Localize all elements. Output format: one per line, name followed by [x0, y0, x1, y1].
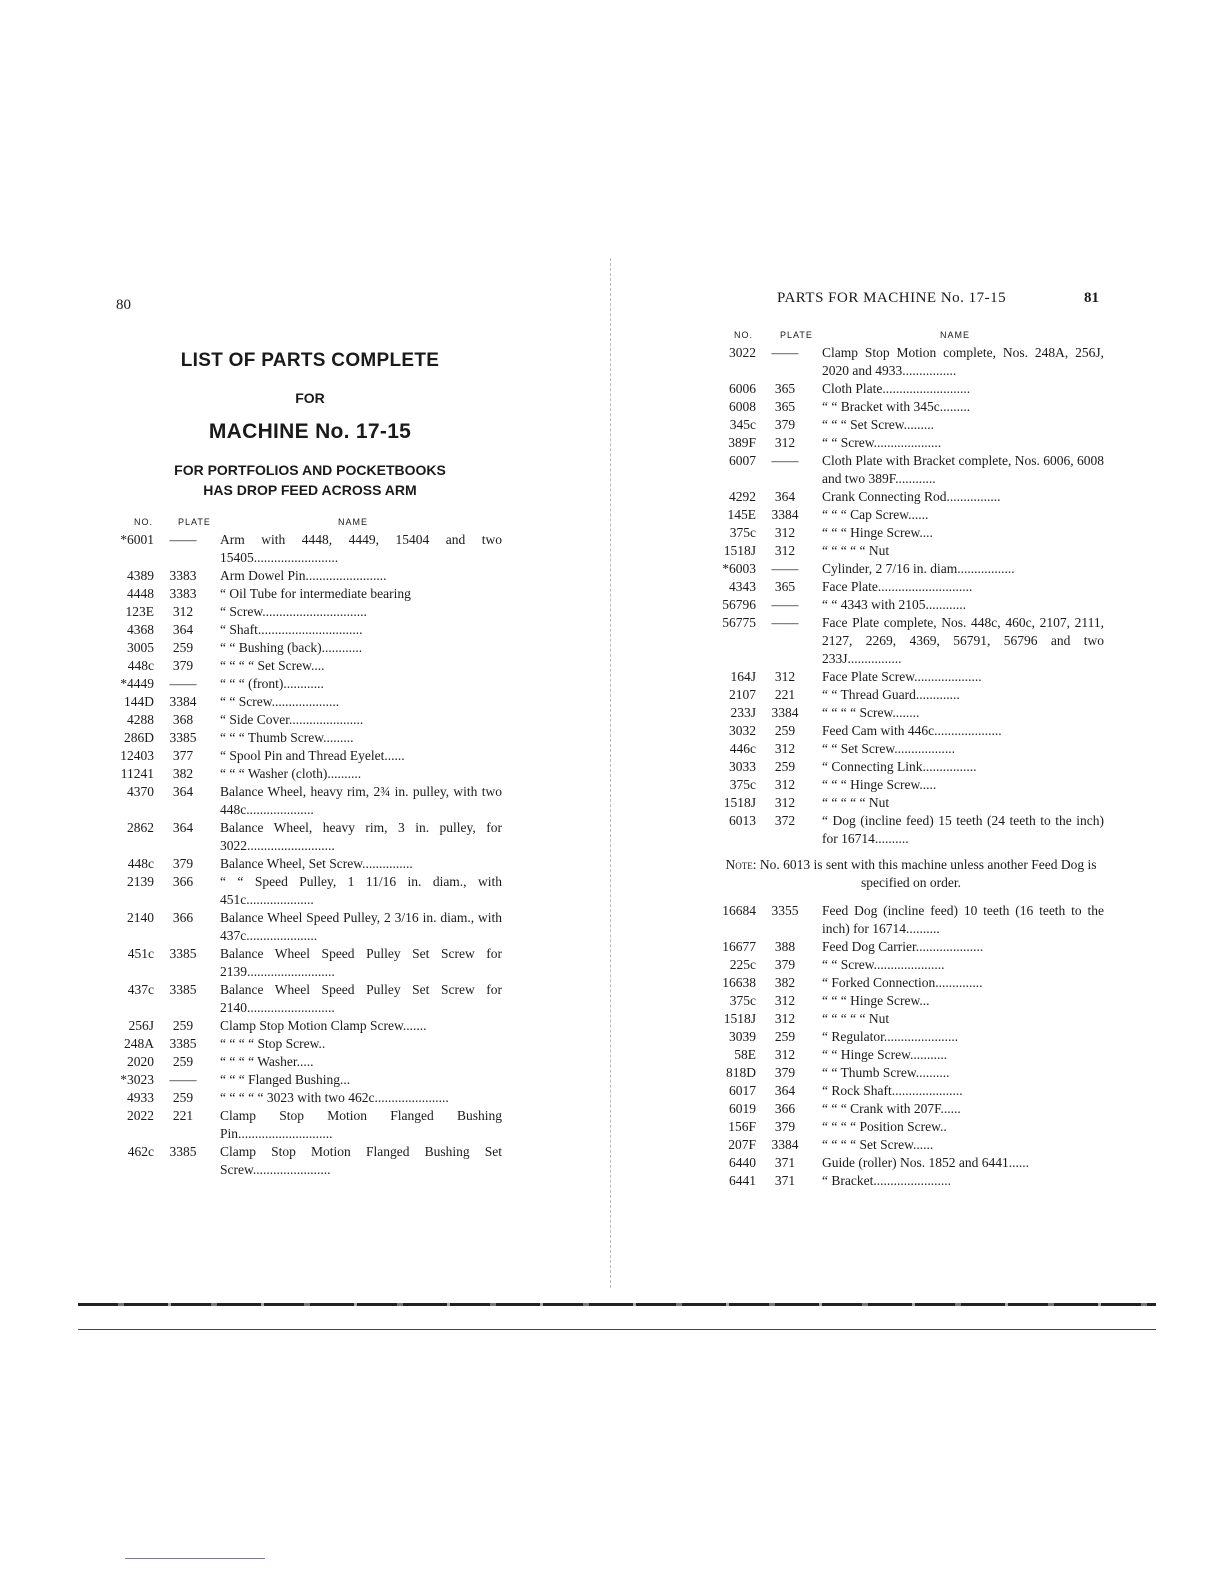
header-no: NO. — [734, 330, 754, 340]
plate-number: 382 — [172, 766, 194, 781]
part-number: 286D — [124, 730, 154, 745]
right-parts-list — [718, 328, 1104, 1190]
part-name: Balance Wheel Speed Pulley, 2 3/16 in. diam., with 437c..................... — [220, 910, 502, 943]
table-row — [718, 1118, 1104, 1136]
footnote-rule — [125, 1558, 265, 1559]
part-number: 818D — [726, 1065, 756, 1080]
plate-number: 312 — [774, 777, 796, 792]
part-number: *6001 — [120, 532, 154, 547]
part-name: Cloth Plate with Bracket complete, Nos. 6006, 6008 and two 389F............ — [822, 453, 1104, 486]
part-name: “ Bracket....................... — [822, 1173, 951, 1188]
plate-number: —— — [771, 561, 799, 576]
part-name: Feed Cam with 446c.................... — [822, 723, 1002, 738]
part-name: “ Side Cover...................... — [220, 712, 364, 727]
part-name: “ Forked Connection.............. — [822, 975, 983, 990]
plate-number: 379 — [774, 417, 796, 432]
table-row — [718, 794, 1104, 812]
part-name: “ “ “ Washer (cloth).......... — [220, 766, 362, 781]
part-name: Face Plate Screw.................... — [822, 669, 982, 684]
plate-number: 312 — [774, 543, 796, 558]
table-row — [718, 434, 1104, 452]
part-name: “ Oil Tube for intermediate bearing — [220, 586, 411, 601]
plate-number: —— — [169, 532, 197, 547]
plate-number: 221 — [172, 1108, 194, 1123]
note — [718, 856, 1104, 892]
table-row — [718, 1100, 1104, 1118]
part-number: 1518J — [723, 543, 756, 558]
plate-number: 3385 — [169, 1144, 197, 1159]
part-name: Balance Wheel, heavy rim, 2¾ in. pulley, with two 448c.................... — [220, 784, 502, 817]
part-name: “ “ “ Set Screw......... — [822, 417, 934, 432]
part-name: “ “ “ “ Set Screw...... — [822, 1137, 934, 1152]
table-row — [112, 567, 502, 585]
subtitle-line-1: FOR PORTFOLIOS AND POCKETBOOKS — [174, 462, 446, 478]
table-row — [112, 873, 502, 909]
part-name: Cloth Plate.......................... — [822, 381, 971, 396]
bottom-rule-thin — [78, 1329, 1156, 1330]
table-row — [718, 488, 1104, 506]
table-row — [718, 596, 1104, 614]
table-row — [718, 560, 1104, 578]
part-name: Cylinder, 2 7/16 in. diam................. — [822, 561, 1015, 576]
header-plate: PLATE — [780, 330, 813, 340]
part-number: 4368 — [127, 622, 154, 637]
table-row — [718, 398, 1104, 416]
table-row — [112, 585, 502, 603]
part-number: 3005 — [127, 640, 154, 655]
plate-number: 379 — [774, 957, 796, 972]
table-row — [112, 531, 502, 567]
table-row — [718, 722, 1104, 740]
table-row — [718, 1064, 1104, 1082]
plate-number: 259 — [172, 1054, 194, 1069]
part-name: “ “ Speed Pulley, 1 11/16 in. diam., with 451c.................... — [220, 874, 502, 907]
plate-number: 366 — [774, 1101, 796, 1116]
part-number: 207F — [728, 1137, 756, 1152]
part-name: “ “ Thread Guard............. — [822, 687, 960, 702]
plate-number: 379 — [774, 1119, 796, 1134]
part-number: 16684 — [722, 903, 756, 918]
subtitle-line-2: HAS DROP FEED ACROSS ARM — [203, 482, 417, 498]
part-number: 145E — [727, 507, 756, 522]
table-row — [718, 1136, 1104, 1154]
part-number: 123E — [125, 604, 154, 619]
note-label: Note: — [725, 857, 757, 872]
plate-number: 312 — [774, 1047, 796, 1062]
title-line-2: FOR — [295, 390, 325, 406]
plate-number: 312 — [774, 741, 796, 756]
part-name: “ “ Screw..................... — [822, 957, 945, 972]
plate-number: 3385 — [169, 946, 197, 961]
part-name: “ Spool Pin and Thread Eyelet...... — [220, 748, 405, 763]
part-number: 2107 — [729, 687, 756, 702]
part-number: 2139 — [127, 874, 154, 889]
table-row — [718, 1010, 1104, 1028]
part-number: 451c — [127, 946, 154, 961]
part-name: Clamp Stop Motion complete, Nos. 248A, 256J, 2020 and 4933................ — [822, 345, 1104, 378]
table-row — [718, 740, 1104, 758]
part-number: 16677 — [722, 939, 756, 954]
part-name: “ “ Screw.................... — [822, 435, 942, 450]
part-name: “ “ “ Thumb Screw......... — [220, 730, 354, 745]
plate-number: 259 — [172, 1090, 194, 1105]
table-row — [718, 614, 1104, 668]
part-name: Face Plate complete, Nos. 448c, 460c, 2107, 2111, 2127, 2269, 4369, 56791, 56796 and two 233J................ — [822, 615, 1104, 666]
part-name: “ “ “ “ “ Nut — [822, 543, 890, 558]
plate-number: 366 — [172, 910, 194, 925]
part-number: 446c — [729, 741, 756, 756]
plate-number: 368 — [172, 712, 194, 727]
plate-number: 3384 — [771, 1137, 799, 1152]
header-no: NO. — [134, 517, 154, 527]
part-name: Face Plate............................ — [822, 579, 973, 594]
table-row — [718, 956, 1104, 974]
table-row — [718, 452, 1104, 488]
part-name: “ “ Bracket with 345c......... — [822, 399, 971, 414]
part-name: Clamp Stop Motion Clamp Screw....... — [220, 1018, 427, 1033]
part-number: 345c — [729, 417, 756, 432]
table-row — [112, 747, 502, 765]
part-name: “ Dog (incline feed) 15 teeth (24 teeth to the inch) for 16714.......... — [822, 813, 1104, 846]
part-name: “ “ “ Crank with 207F...... — [822, 1101, 961, 1116]
table-row — [718, 704, 1104, 722]
table-row — [718, 344, 1104, 380]
part-number: 248A — [124, 1036, 154, 1051]
table-row — [718, 992, 1104, 1010]
table-row — [112, 1089, 502, 1107]
part-name: Balance Wheel, Set Screw............... — [220, 856, 413, 871]
part-number: 1518J — [723, 795, 756, 810]
part-name: “ “ “ Hinge Screw.... — [822, 525, 933, 540]
part-number: 437c — [127, 982, 154, 997]
table-row — [718, 1154, 1104, 1172]
plate-number: 3383 — [169, 586, 197, 601]
part-name: “ “ “ “ Washer..... — [220, 1054, 314, 1069]
table-row — [112, 729, 502, 747]
page-gutter — [610, 258, 611, 1288]
part-number: 448c — [127, 658, 154, 673]
part-number: 2020 — [127, 1054, 154, 1069]
part-number: 375c — [729, 777, 756, 792]
part-number: 6006 — [729, 381, 756, 396]
part-name: “ “ Bushing (back)............ — [220, 640, 363, 655]
part-number: 4448 — [127, 586, 154, 601]
part-name: “ “ “ Flanged Bushing... — [220, 1072, 351, 1087]
part-name: Clamp Stop Motion Flanged Bushing Pin............................ — [220, 1108, 502, 1141]
part-name: “ “ “ Hinge Screw... — [822, 993, 930, 1008]
table-row — [718, 974, 1104, 992]
plate-number: 371 — [774, 1173, 796, 1188]
table-row — [112, 657, 502, 675]
plate-number: 379 — [774, 1065, 796, 1080]
table-row — [718, 686, 1104, 704]
part-number: 3032 — [729, 723, 756, 738]
part-name: “ “ “ “ Position Screw.. — [822, 1119, 947, 1134]
plate-number: 3385 — [169, 730, 197, 745]
part-name: “ “ “ “ “ Nut — [822, 1011, 890, 1026]
table-row — [112, 603, 502, 621]
plate-number: 371 — [774, 1155, 796, 1170]
plate-number: 372 — [774, 813, 796, 828]
part-number: 256J — [128, 1018, 154, 1033]
table-row — [718, 542, 1104, 560]
part-number: 3022 — [729, 345, 756, 360]
part-number: 233J — [730, 705, 756, 720]
part-number: 225c — [729, 957, 756, 972]
table-row — [718, 380, 1104, 398]
table-row — [112, 675, 502, 693]
table-row — [718, 902, 1104, 938]
table-row — [112, 1071, 502, 1089]
left-parts-list — [112, 515, 502, 1179]
plate-number: —— — [771, 453, 799, 468]
table-row — [718, 416, 1104, 434]
part-name: Arm with 4448, 4449, 15404 and two 15405......................... — [220, 532, 502, 565]
part-name: “ “ Screw.................... — [220, 694, 340, 709]
table-row — [718, 1028, 1104, 1046]
part-number: *6003 — [722, 561, 756, 576]
right-rows-a — [718, 344, 1104, 848]
part-name: “ “ “ “ “ Nut — [822, 795, 890, 810]
right-page-number: 81 — [1084, 290, 1099, 306]
table-row — [112, 1053, 502, 1071]
table-row — [112, 783, 502, 819]
table-row — [112, 909, 502, 945]
part-name: Balance Wheel Speed Pulley Set Screw for 2139.......................... — [220, 946, 502, 979]
plate-number: 312 — [774, 993, 796, 1008]
part-number: 6017 — [729, 1083, 756, 1098]
part-name: Clamp Stop Motion Flanged Bushing Set Screw....................... — [220, 1144, 502, 1177]
plate-number: —— — [169, 676, 197, 691]
table-row — [718, 776, 1104, 794]
left-rows — [112, 531, 502, 1179]
table-row — [718, 812, 1104, 848]
header-plate: PLATE — [178, 517, 211, 527]
plate-number: 259 — [172, 640, 194, 655]
part-number: 56796 — [722, 597, 756, 612]
plate-number: 377 — [172, 748, 194, 763]
part-number: 56775 — [722, 615, 756, 630]
part-number: 4933 — [127, 1090, 154, 1105]
part-number: 2140 — [127, 910, 154, 925]
part-name: “ “ “ Cap Screw...... — [822, 507, 929, 522]
part-number: 6019 — [729, 1101, 756, 1116]
part-number: 11241 — [120, 766, 154, 781]
table-row — [112, 981, 502, 1017]
part-number: 1518J — [723, 1011, 756, 1026]
plate-number: 365 — [774, 579, 796, 594]
table-row — [112, 1143, 502, 1179]
part-number: 4370 — [127, 784, 154, 799]
table-row — [112, 1107, 502, 1143]
table-row — [718, 668, 1104, 686]
table-row — [718, 578, 1104, 596]
part-number: 448c — [127, 856, 154, 871]
plate-number: 364 — [774, 1083, 796, 1098]
part-name: “ Rock Shaft..................... — [822, 1083, 963, 1098]
part-name: Balance Wheel Speed Pulley Set Screw for 2140.......................... — [220, 982, 502, 1015]
part-name: “ Shaft............................... — [220, 622, 363, 637]
plate-number: 364 — [172, 784, 194, 799]
part-name: “ “ “ (front)............ — [220, 676, 324, 691]
part-number: 156F — [728, 1119, 756, 1134]
header-name: NAME — [338, 517, 369, 527]
part-name: “ “ Hinge Screw........... — [822, 1047, 948, 1062]
part-name: Feed Dog (incline feed) 10 teeth (16 teeth to the inch) for 16714.......... — [822, 903, 1104, 936]
part-number: 6440 — [729, 1155, 756, 1170]
plate-number: 364 — [172, 622, 194, 637]
left-page-number: 80 — [116, 297, 131, 313]
part-name: Guide (roller) Nos. 1852 and 6441...... — [822, 1155, 1029, 1170]
table-row — [112, 945, 502, 981]
table-row — [112, 1035, 502, 1053]
part-name: “ “ “ Hinge Screw..... — [822, 777, 937, 792]
part-name: “ “ “ “ “ 3023 with two 462c...................... — [220, 1090, 449, 1105]
plate-number: 3384 — [771, 705, 799, 720]
part-number: *4449 — [120, 676, 154, 691]
part-name: “ “ “ “ Set Screw.... — [220, 658, 325, 673]
title-line-1: LIST OF PARTS COMPLETE — [180, 350, 440, 371]
plate-number: 259 — [774, 723, 796, 738]
plate-number: 312 — [172, 604, 194, 619]
part-number: 4292 — [729, 489, 756, 504]
table-row — [112, 639, 502, 657]
title-block — [120, 350, 500, 500]
part-number: 4288 — [127, 712, 154, 727]
plate-number: 312 — [774, 669, 796, 684]
bottom-rule — [78, 1303, 1156, 1306]
part-name: Feed Dog Carrier.................... — [822, 939, 984, 954]
plate-number: 312 — [774, 1011, 796, 1026]
plate-number: 259 — [774, 1029, 796, 1044]
part-number: 4389 — [127, 568, 154, 583]
part-number: 4343 — [729, 579, 756, 594]
part-name: “ “ 4343 with 2105............ — [822, 597, 966, 612]
plate-number: 312 — [774, 435, 796, 450]
part-number: 2022 — [127, 1108, 154, 1123]
plate-number: 312 — [774, 525, 796, 540]
part-name: “ “ Set Screw.................. — [822, 741, 955, 756]
plate-number: 365 — [774, 381, 796, 396]
table-row — [112, 693, 502, 711]
table-row — [112, 711, 502, 729]
plate-number: —— — [169, 1072, 197, 1087]
plate-number: 364 — [172, 820, 194, 835]
table-row — [112, 819, 502, 855]
part-number: 6008 — [729, 399, 756, 414]
part-name: Balance Wheel, heavy rim, 3 in. pulley, for 3022.......................... — [220, 820, 502, 853]
header-name: NAME — [940, 330, 971, 340]
part-number: 12403 — [120, 748, 154, 763]
plate-number: 379 — [172, 658, 194, 673]
part-number: 164J — [730, 669, 756, 684]
part-number: *3023 — [120, 1072, 154, 1087]
plate-number: —— — [771, 597, 799, 612]
table-row — [718, 1046, 1104, 1064]
plate-number: —— — [771, 615, 799, 630]
table-row — [718, 1082, 1104, 1100]
table-row — [112, 1017, 502, 1035]
part-name: “ Screw............................... — [220, 604, 367, 619]
plate-number: 366 — [172, 874, 194, 889]
part-number: 375c — [729, 525, 756, 540]
part-number: 6441 — [729, 1173, 756, 1188]
part-name: “ “ Thumb Screw.......... — [822, 1065, 950, 1080]
part-name: “ “ “ “ Stop Screw.. — [220, 1036, 326, 1051]
table-row — [718, 524, 1104, 542]
plate-number: 379 — [172, 856, 194, 871]
part-name: Crank Connecting Rod................ — [822, 489, 1001, 504]
table-row — [112, 621, 502, 639]
right-column-headers — [718, 328, 1104, 344]
plate-number: 3385 — [169, 982, 197, 997]
part-name: “ Connecting Link................ — [822, 759, 977, 774]
note-text: No. 6013 is sent with this machine unless another Feed Dog is specified on order. — [759, 857, 1097, 890]
table-row — [112, 855, 502, 873]
part-number: 389F — [728, 435, 756, 450]
plate-number: 259 — [774, 759, 796, 774]
plate-number: 312 — [774, 795, 796, 810]
plate-number: 3384 — [169, 694, 197, 709]
table-row — [718, 506, 1104, 524]
plate-number: 259 — [172, 1018, 194, 1033]
left-column-headers — [112, 515, 502, 531]
plate-number: 388 — [774, 939, 796, 954]
plate-number: 364 — [774, 489, 796, 504]
part-number: 2862 — [127, 820, 154, 835]
right-rows-b — [718, 902, 1104, 1190]
plate-number: 3384 — [771, 507, 799, 522]
part-number: 462c — [127, 1144, 154, 1159]
machine-title: MACHINE No. 17-15 — [208, 420, 412, 443]
part-number: 58E — [734, 1047, 756, 1062]
plate-number: 3383 — [169, 568, 197, 583]
part-number: 3039 — [729, 1029, 756, 1044]
table-row — [718, 758, 1104, 776]
plate-number: 3355 — [771, 903, 799, 918]
table-row — [718, 938, 1104, 956]
part-name: “ “ “ “ Screw........ — [822, 705, 920, 720]
plate-number: 3385 — [169, 1036, 197, 1051]
part-number: 6007 — [729, 453, 756, 468]
part-number: 375c — [729, 993, 756, 1008]
plate-number: 382 — [774, 975, 796, 990]
part-number: 144D — [124, 694, 154, 709]
running-header: PARTS FOR MACHINE No. 17-15 — [777, 290, 1007, 306]
part-name: Arm Dowel Pin........................ — [220, 568, 387, 583]
table-row — [718, 1172, 1104, 1190]
plate-number: 365 — [774, 399, 796, 414]
plate-number: —— — [771, 345, 799, 360]
part-name: “ Regulator...................... — [822, 1029, 959, 1044]
part-number: 6013 — [729, 813, 756, 828]
table-row — [112, 765, 502, 783]
plate-number: 221 — [774, 687, 796, 702]
part-number: 3033 — [729, 759, 756, 774]
part-number: 16638 — [722, 975, 756, 990]
